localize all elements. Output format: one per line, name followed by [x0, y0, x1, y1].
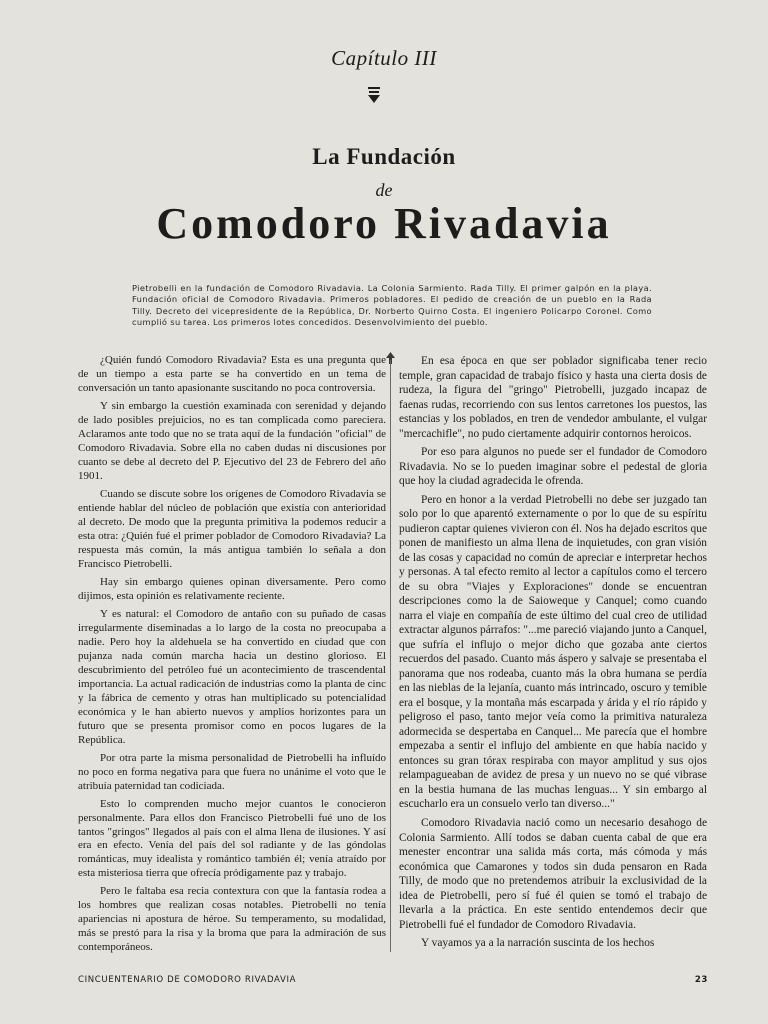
paragraph: Comodoro Rivadavia nació como un necesario desahogo de Colonia Sarmiento. Allí todos se daban cuenta cabal de que era menester encontrar una salida más corta, más cómoda y más económica que Camarones y todos sin duda pensaron en Rada Tilly, de modo que no pretendemos atribuir la exclusividad de la idea de Pietrobelli, pero sí fué él quien se tomó el trabajo de llevarla a la práctica. En este sentido entendemos decir que Pietrobelli fué el fundador de Comodoro Rivadavia. [399, 816, 707, 931]
paragraph: Hay sin embargo quienes opinan diversamente. Pero como dijimos, esta opinión es relativamente reciente. [78, 575, 386, 602]
left-column [78, 354, 386, 959]
paragraph: Pero en honor a la verdad Pietrobelli no debe ser juzgado tan solo por lo que aparentó externamente o por lo que de su espíritu pudieron captar quienes vivieron con él. Nos ha dejado escritos que ponen de manifiesto un alma llena de inquietudes, con gran visión de las cosas y capacidad no común de apreciar e interpretar hechos y personas. A tal efecto remito al lector a capítulos como el tercero de su obra "Viajes y Exploraciones" donde se encuentran descripciones como la de Saioweque y Canquel; como cuando narra el viaje en compañía de este último del cual creo de utilidad extractar algunos párrafos: "...me pareció viajando junto a Canquel, que sufría el influjo o mejor dicho que gozaba ante ciertos recuerdos del pasado. Cuanto más áspero y salvaje se presentaba el panorama que nos rodeaba, cuanto más la obra humana se perdía en las nieblas de la lejanía, cuanto más intrincado, oscuro y temible era el bosque, y la montaña más escarpada y árida y el río rápido y peligroso el paso, tanto mejor veía como la primitiva naturaleza adormecida se despertaba en Canquel... Me parecía que el hombre empezaba a sentir el influjo del ambiente en que había nacido y entonces su gran tórax respiraba con mayor amplitud y sus ojos relampagueaban de avidez de presa y un nuevo no se qué vibrase en la bestia humana de las muchas lenguas... Y sin embargo al escucharlo era un consuelo verlo tan diverso..." [399, 493, 707, 811]
chapter-summary: Pietrobelli en la fundación de Comodoro Rivadavia. La Colonia Sarmiento. Rada Tilly. El primer galpón en la playa. Fundación oficial de Comodoro Rivadavia. Primeros pobladores. El pedido de creación de un pueblo en la Rada Tilly. Decreto del vicepresidente de la República, Dr. Norberto Quirno Costa. El ingeniero Policarpo Coronel. Como cumplió su tarea. Los primeros lotes concedidos. Desenvolvimiento del pueblo. [132, 283, 652, 328]
paragraph: Esto lo comprenden mucho mejor cuantos le conocieron personalmente. Para ellos don Francisco Pietrobelli fué uno de los tantos "gringos" llegados al país con el alma llena de ilusiones. Y así era en efecto. Venía del país del sol radiante y de las góndolas románticas, muy idealista y romántico también él; venía atraído por esta misteriosa tierra que ofrecía pródigamente paz y trabajo. [78, 797, 386, 880]
paragraph: ¿Quién fundó Comodoro Rivadavia? Esta es una pregunta que de un tiempo a esta parte se ha convertido en un tema de conversación un tanto apasionante suscitando no poca controversia. [78, 354, 386, 394]
paragraph: Pero le faltaba esa recia contextura con que la fantasía rodea a los hombres que realizan cosas notables. Pietrobelli no tenía apariencias ni apostura de héroe. Su temperamento, su modalidad, más se prestó para la risa y la broma que para la admiración de sus contemporáneos. [78, 885, 386, 954]
right-column [399, 354, 707, 955]
column-divider [390, 360, 391, 952]
title-line-2: de [375, 180, 393, 200]
paragraph: Y vayamos ya a la narración suscinta de los hechos [421, 937, 655, 950]
paragraph: Por otra parte la misma personalidad de Pietrobelli ha influído no poco en forma negativa para que fuera no unánime el voto que le atribuía paternidad tan codiciada. [78, 751, 386, 792]
paragraph: Por eso para algunos no puede ser el fundador de Comodoro Rivadavia. No se lo pueden imaginar sobre el pedestal de gloria que hoy la ciudad agradecida le ofrenda. [399, 446, 707, 488]
paragraph: Y sin embargo la cuestión examinada con serenidad y dejando de lado posibles prejuicios, no es tan complicada como pareciera. Aclaramos ante todo que no se trata aquí de la fundación "oficial" de Comodoro Rivadavia. Sobre ella no caben dudas ni discusiones por cuanto se debe al decreto del P. Ejecutivo del 23 de Febrero del año 1901. [78, 399, 386, 482]
ornament-icon [367, 86, 381, 104]
main-title: Comodoro Rivadavia [156, 199, 612, 248]
title-line-1: La Fundación [312, 144, 456, 169]
page-number: 23 [694, 975, 708, 985]
footer-title: CINCUENTENARIO DE COMODORO RIVADAVIA [78, 975, 297, 985]
paragraph: Cuando se discute sobre los orígenes de Comodoro Rivadavia se entiende hablar del núcleo de población que existía con anterioridad al decreto. De modo que la pregunta primitiva la podemos reducir a esta otra: ¿Quién fué el primer poblador de Comodoro Rivadavia? La respuesta más común, la más antigua también lo señala a don Francisco Pietrobelli. [78, 487, 386, 570]
paragraph: Y es natural: el Comodoro de antaño con su puñado de casas irregularmente diseminadas a lo largo de la costa no preocupaba a nadie. Pero hoy la aldehuela se ha convertido en ciudad que con pujanza nada común marcha hacia un destino glorioso. El descubrimiento del petróleo fué un acontecimiento de trascendental importancia. La actual radicación de industrias como la planta de cinc y la fábrica de cemento y otras han multiplicado su potencialidad económica y le han abierto nuevos y amplios horizontes para un futuro que se presenta promisor como en pocos lugares de la República. [78, 607, 386, 746]
chapter-heading: Capítulo III [331, 46, 437, 70]
paragraph: En esa época en que ser poblador significaba tener recio temple, gran capacidad de trabajo físico y hasta una cierta dosis de rudeza, la figura del "gringo" Pietrobelli, juzgado incapaz de faenas rudas, recorriendo con sus lentos carretones los puestos, las estancias y los poblados, en tren de vendedor ambulante, el vulgar "mercachifle", no pudo ciertamente adquirir contornos heroicos. [399, 355, 707, 440]
